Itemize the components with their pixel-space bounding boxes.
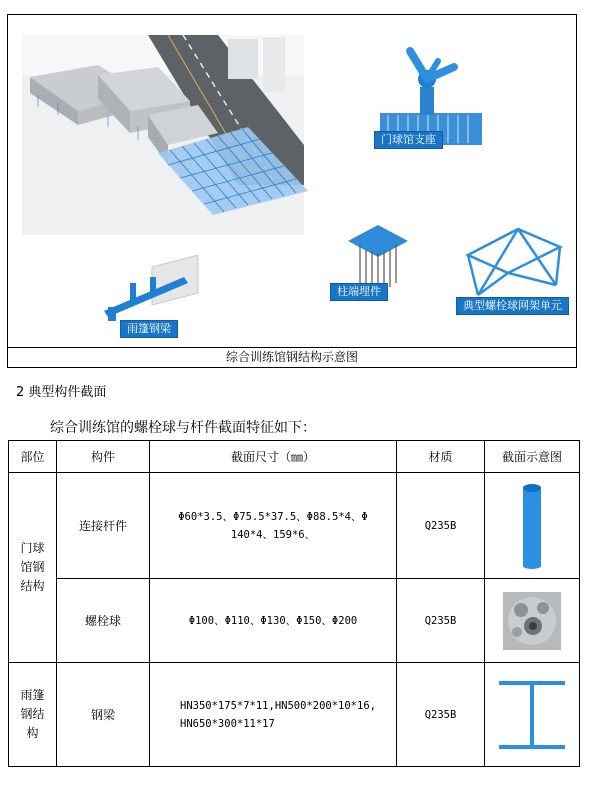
table-row (9, 473, 580, 579)
part-label: 雨篷钢结构 (20, 688, 45, 740)
table-row (9, 579, 580, 663)
component-cell: 钢梁 (57, 663, 150, 767)
aerial-site-view (22, 35, 308, 235)
size-line: Φ100、Φ110、Φ130、Φ150、Φ200 (188, 614, 358, 627)
size-line: 140*4、159*6、 (230, 528, 316, 541)
header-diagram: 截面示意图 (485, 441, 580, 473)
structure-figure (7, 14, 577, 368)
component-cell: 螺栓球 (57, 579, 150, 663)
h-beam-icon (499, 679, 565, 751)
header-material: 材质 (397, 441, 485, 473)
material-cell: Q235B (397, 473, 485, 579)
component-cell: 连接杆件 (57, 473, 150, 579)
callout-gate-support: 门球馆支座 (374, 131, 443, 149)
part-cell (9, 473, 57, 663)
callout-grid-unit: 典型螺栓球网架单元 (456, 297, 569, 315)
part-label: 门球馆钢结构 (20, 541, 45, 593)
section-title: 2 典型构件截面 (16, 385, 107, 400)
size-line: Φ60*3.5、Φ75.5*37.5、Φ88.5*4、Φ (178, 510, 368, 523)
bolt-ball-icon (503, 592, 561, 650)
material-cell: Q235B (397, 663, 485, 767)
section-spec-table (8, 440, 580, 767)
diagram-cell (485, 579, 580, 663)
pipe-icon (521, 483, 543, 569)
table-header-row (9, 441, 580, 473)
diagram-cell (485, 473, 580, 579)
callout-column-embed: 柱端埋件 (330, 283, 388, 301)
size-cell (150, 473, 397, 579)
table-row (9, 663, 580, 767)
size-cell (150, 579, 397, 663)
size-line: HN350*175*7*11,HN500*200*10*16, (180, 699, 376, 712)
intro-text: 综合训练馆的螺栓球与杆件截面特征如下： (50, 420, 316, 436)
column-embed-illustration (348, 225, 408, 291)
diagram-cell (485, 663, 580, 767)
callout-canopy-beam: 雨篷钢梁 (120, 320, 178, 338)
grid-unit-illustration (468, 229, 560, 295)
header-component: 构件 (57, 441, 150, 473)
figure-caption: 综合训练馆钢结构示意图 (8, 347, 576, 367)
header-size: 截面尺寸（㎜） (150, 441, 397, 473)
material-cell: Q235B (397, 579, 485, 663)
part-cell (9, 663, 57, 767)
size-cell (150, 663, 397, 767)
canopy-beam-illustration (104, 255, 198, 321)
header-part: 部位 (9, 441, 57, 473)
size-line: HN650*300*11*17 (180, 717, 275, 730)
